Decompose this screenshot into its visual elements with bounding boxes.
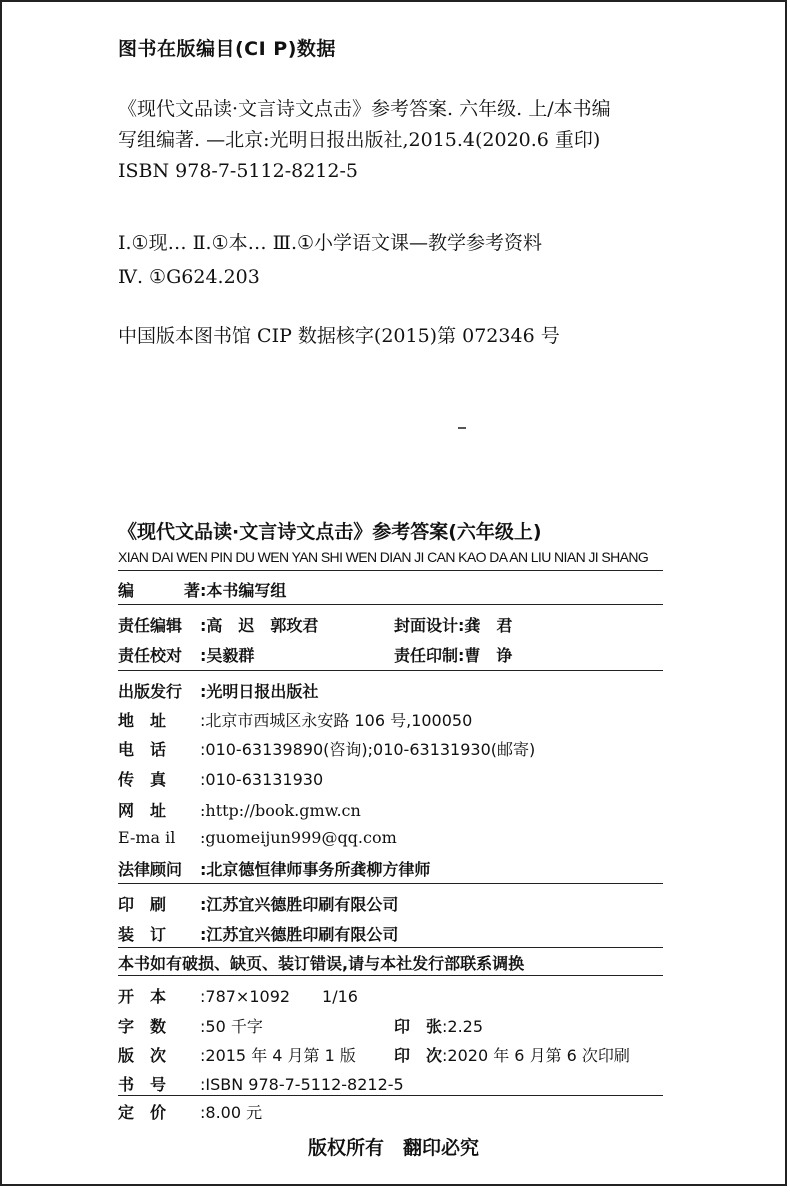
impression: 印 次:2020 年 6 月第 6 次印刷: [394, 1046, 630, 1065]
printer-value: 江苏宜兴德胜印刷有限公司: [206, 895, 399, 914]
author-value: 本书编写组: [206, 581, 287, 600]
address-row: 地 址 :北京市西城区永安路 106 号,100050: [118, 708, 472, 731]
damage-notice: 本书如有破损、缺页、装订错误,请与本社发行部联系调换: [118, 954, 525, 973]
sheets-label: 印 张: [394, 1017, 443, 1036]
book-title: 《现代文品读·文言诗文点击》参考答案(六年级上): [118, 521, 542, 543]
divider: [118, 975, 663, 976]
email-label: E-ma il: [118, 828, 176, 847]
divider: [118, 883, 663, 884]
cover-design: 封面设计:龚 君: [394, 616, 513, 635]
print-label: 责任印制: [394, 646, 459, 665]
cover-label: 封面设计: [394, 616, 459, 635]
isbn-value: ISBN 978-7-5112-8212-5: [205, 1075, 404, 1094]
divider: [118, 570, 663, 571]
editor-label: 责任编辑: [118, 616, 183, 635]
print-value: 曹 诤: [464, 646, 513, 665]
proof-label: 责任校对: [118, 646, 183, 665]
cip-entry-line2: 写组编著. —北京:光明日报出版社,2015.4(2020.6 重印): [118, 129, 601, 151]
sheets: 印 张:2.25: [394, 1017, 484, 1036]
cip-isbn: ISBN 978-7-5112-8212-5: [118, 160, 358, 182]
legal-label: 法律顾问: [118, 860, 183, 879]
price-row: 定 价 :8.00 元: [118, 1100, 262, 1123]
divider: [118, 947, 663, 948]
editor-row: 责任编辑 :高 迟 郭玫君 封面设计:龚 君: [118, 613, 663, 636]
cip-subject-line2: Ⅳ. ①G624.203: [118, 266, 260, 288]
format-value: 787×1092 1/16: [205, 987, 358, 1006]
author-label: 编 著: [118, 581, 200, 600]
proof-value: 吴毅群: [206, 646, 255, 665]
impression-value: 2020 年 6 月第 6 次印刷: [447, 1046, 630, 1065]
fax-value: 010-63131930: [205, 770, 324, 789]
book-title-pinyin: XIAN DAI WEN PIN DU WEN YAN SHI WEN DIAN JI CAN KAO DA AN LIU NIAN JI SHANG: [118, 549, 649, 565]
publisher-row: 出版发行 :光明日报出版社: [118, 679, 318, 702]
format-label: 开 本: [118, 987, 167, 1006]
print-manager: 责任印制:曹 诤: [394, 646, 513, 665]
divider: [118, 1095, 663, 1096]
impression-label: 印 次: [394, 1046, 443, 1065]
editor-value: 高 迟 郭玫君: [206, 616, 319, 635]
website-row: 网 址 :http://book.gmw.cn: [118, 798, 361, 821]
cip-entry: [118, 94, 678, 187]
isbn-row: 书 号 :ISBN 978-7-5112-8212-5: [118, 1072, 404, 1095]
sheets-value: 2.25: [447, 1017, 484, 1036]
edition-value: 2015 年 4 月第 1 版: [205, 1046, 356, 1065]
address-value: 北京市西城区永安路 106 号,100050: [205, 711, 473, 730]
proof-row: 责任校对 :吴毅群 责任印制:曹 诤: [118, 643, 663, 666]
binder-row: 装 订 :江苏宜兴德胜印刷有限公司: [118, 922, 398, 945]
edition-row: 版 次 :2015 年 4 月第 1 版 印 次:2020 年 6 月第 6 次印刷: [118, 1043, 663, 1066]
scan-speck: [458, 427, 466, 429]
phone-label: 电 话: [118, 740, 167, 759]
binder-value: 江苏宜兴德胜印刷有限公司: [206, 925, 399, 944]
format-row: 开 本 :787×1092 1/16: [118, 984, 358, 1007]
price-label: 定 价: [118, 1103, 167, 1122]
author-row: 编 著:本书编写组: [118, 578, 286, 601]
words-row: 字 数 :50 千字 印 张:2.25: [118, 1014, 663, 1037]
email-value: guomeijun999@qq.com: [205, 828, 397, 847]
cip-subjects: [118, 226, 678, 294]
legal-value: 北京德恒律师事务所龚柳方律师: [206, 860, 431, 879]
phone-value: 010-63139890(咨询);010-63131930(邮寄): [205, 740, 536, 759]
edition-label: 版 次: [118, 1046, 167, 1065]
phone-row: 电 话 :010-63139890(咨询);010-63131930(邮寄): [118, 737, 535, 760]
divider: [118, 670, 663, 671]
email-row: E-ma il :guomeijun999@qq.com: [118, 828, 397, 847]
price-value: 8.00 元: [205, 1103, 263, 1122]
printer-label: 印 刷: [118, 895, 167, 914]
publisher-value: 光明日报出版社: [206, 682, 319, 701]
copyright-notice: 版权所有 翻印必究: [307, 1137, 479, 1159]
words-value: 50 千字: [205, 1017, 263, 1036]
binder-label: 装 订: [118, 925, 167, 944]
cip-heading: 图书在版编目(CI P)数据: [118, 38, 336, 60]
printer-row: 印 刷 :江苏宜兴德胜印刷有限公司: [118, 892, 398, 915]
cip-subject-line1: Ⅰ.①现… Ⅱ.①本… Ⅲ.①小学语文课—教学参考资料: [118, 232, 543, 254]
isbn-label: 书 号: [118, 1075, 167, 1094]
words-label: 字 数: [118, 1017, 167, 1036]
web-label: 网 址: [118, 801, 167, 820]
cover-value: 龚 君: [464, 616, 513, 635]
legal-row: 法律顾问 :北京德恒律师事务所龚柳方律师: [118, 857, 430, 880]
fax-label: 传 真: [118, 770, 167, 789]
fax-row: 传 真 :010-63131930: [118, 767, 323, 790]
publisher-label: 出版发行: [118, 682, 183, 701]
divider: [118, 604, 663, 605]
web-value: http://book.gmw.cn: [205, 801, 361, 820]
cip-entry-line1: 《现代文品读·文言诗文点击》参考答案. 六年级. 上/本书编: [118, 98, 611, 120]
address-label: 地 址: [118, 711, 167, 730]
cip-verification: 中国版本图书馆 CIP 数据核字(2015)第 072346 号: [118, 325, 560, 347]
